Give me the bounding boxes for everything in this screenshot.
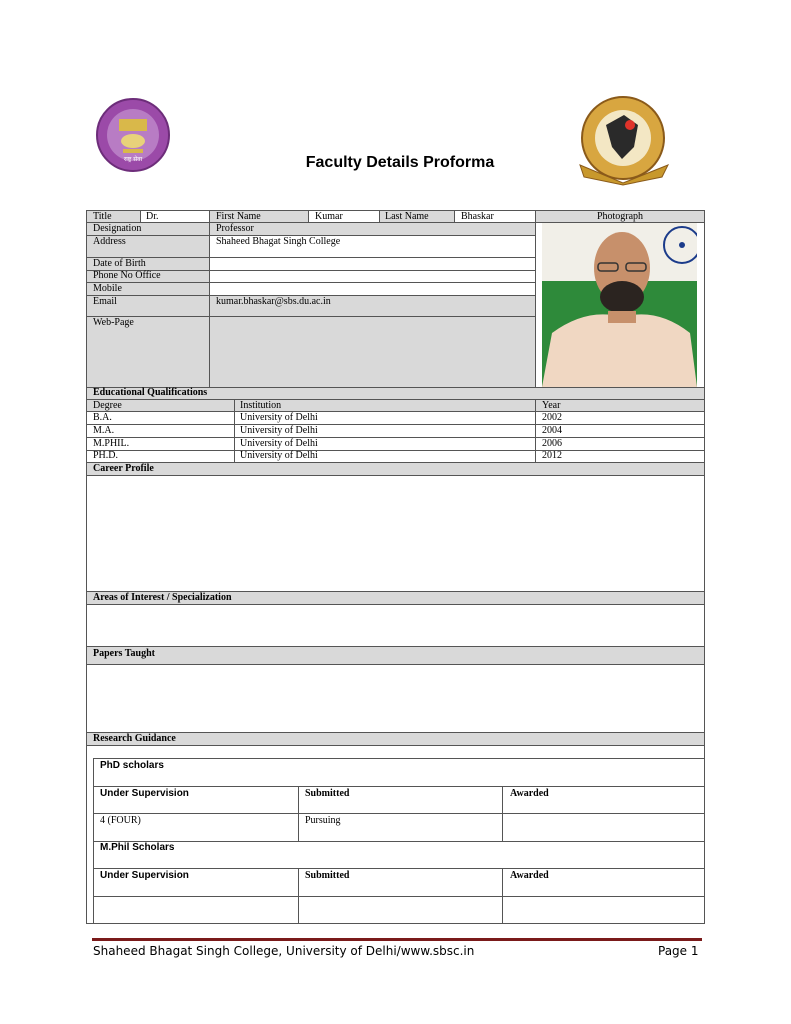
table-row: University of Delhi [240,425,318,436]
mphil-title: M.Phil Scholars [100,842,175,853]
table-row: B.A. [93,412,112,423]
mphil-awarded-header: Awarded [510,870,549,881]
table-row: University of Delhi [240,438,318,449]
phd-submitted-header: Submitted [305,788,350,799]
phd-awarded-header: Awarded [510,788,549,799]
table-row: PH.D. [93,450,119,461]
designation-label: Designation [93,223,142,234]
papers-title: Papers Taught [93,648,155,659]
designation-value-cell [209,222,536,236]
institution-header: Institution [240,400,282,411]
first-name-label: First Name [216,211,261,222]
first-name-value: Kumar [315,211,343,222]
designation-value: Professor [216,223,254,234]
title-value: Dr. [146,211,159,222]
table-row: University of Delhi [240,450,318,461]
education-title: Educational Qualifications [93,387,208,398]
mobile-value-cell [209,282,536,296]
research-header [86,732,705,746]
table-row: 2012 [542,450,562,461]
phd-submitted-value: Pursuing [305,815,341,826]
table-row: M.PHIL. [93,438,130,449]
interests-title: Areas of Interest / Specialization [93,592,232,603]
degree-header: Degree [93,400,122,411]
mphil-under-header: Under Supervision [100,870,189,881]
webpage-value-cell [209,316,536,388]
webpage-label: Web-Page [93,317,134,328]
last-name-value: Bhaskar [461,211,494,222]
last-name-label: Last Name [385,211,429,222]
mphil-submitted-header: Submitted [305,870,350,881]
dob-label: Date of Birth [93,258,146,269]
mobile-label: Mobile [93,283,122,294]
table-row: 2004 [542,425,562,436]
footer-rule [92,938,702,941]
email-value: kumar.bhaskar@sbs.du.ac.in [216,296,331,307]
papers-header [86,646,705,665]
address-label: Address [93,236,126,247]
address-value: Shaheed Bhagat Singh College [216,236,341,247]
education-col-headers [86,399,705,412]
page-title: Faculty Details Proforma [305,154,495,171]
table-row: M.A. [93,425,115,436]
phd-under-header: Under Supervision [100,788,189,799]
phd-title: PhD scholars [100,760,164,771]
phone-label: Phone No Office [93,270,161,281]
footer-left: Shaheed Bhagat Singh College, University of Delhi/www.sbsc.in [93,944,475,958]
career-title: Career Profile [93,463,154,474]
photograph-label: Photograph [596,211,644,222]
research-title: Research Guidance [93,733,176,744]
table-row: 2006 [542,438,562,449]
table-row: 2002 [542,412,562,423]
year-header: Year [542,400,561,411]
email-label: Email [93,296,117,307]
title-label: Title [93,211,112,222]
faculty-photo [542,223,697,387]
college-logo [572,95,676,187]
dob-value-cell [209,257,536,271]
table-row: University of Delhi [240,412,318,423]
footer-page-number: Page 1 [658,944,699,958]
career-header [86,462,705,476]
phd-under-value: 4 (FOUR) [100,815,141,826]
svg-text:राष्ट्र सेवा: राष्ट्र सेवा [123,156,143,163]
